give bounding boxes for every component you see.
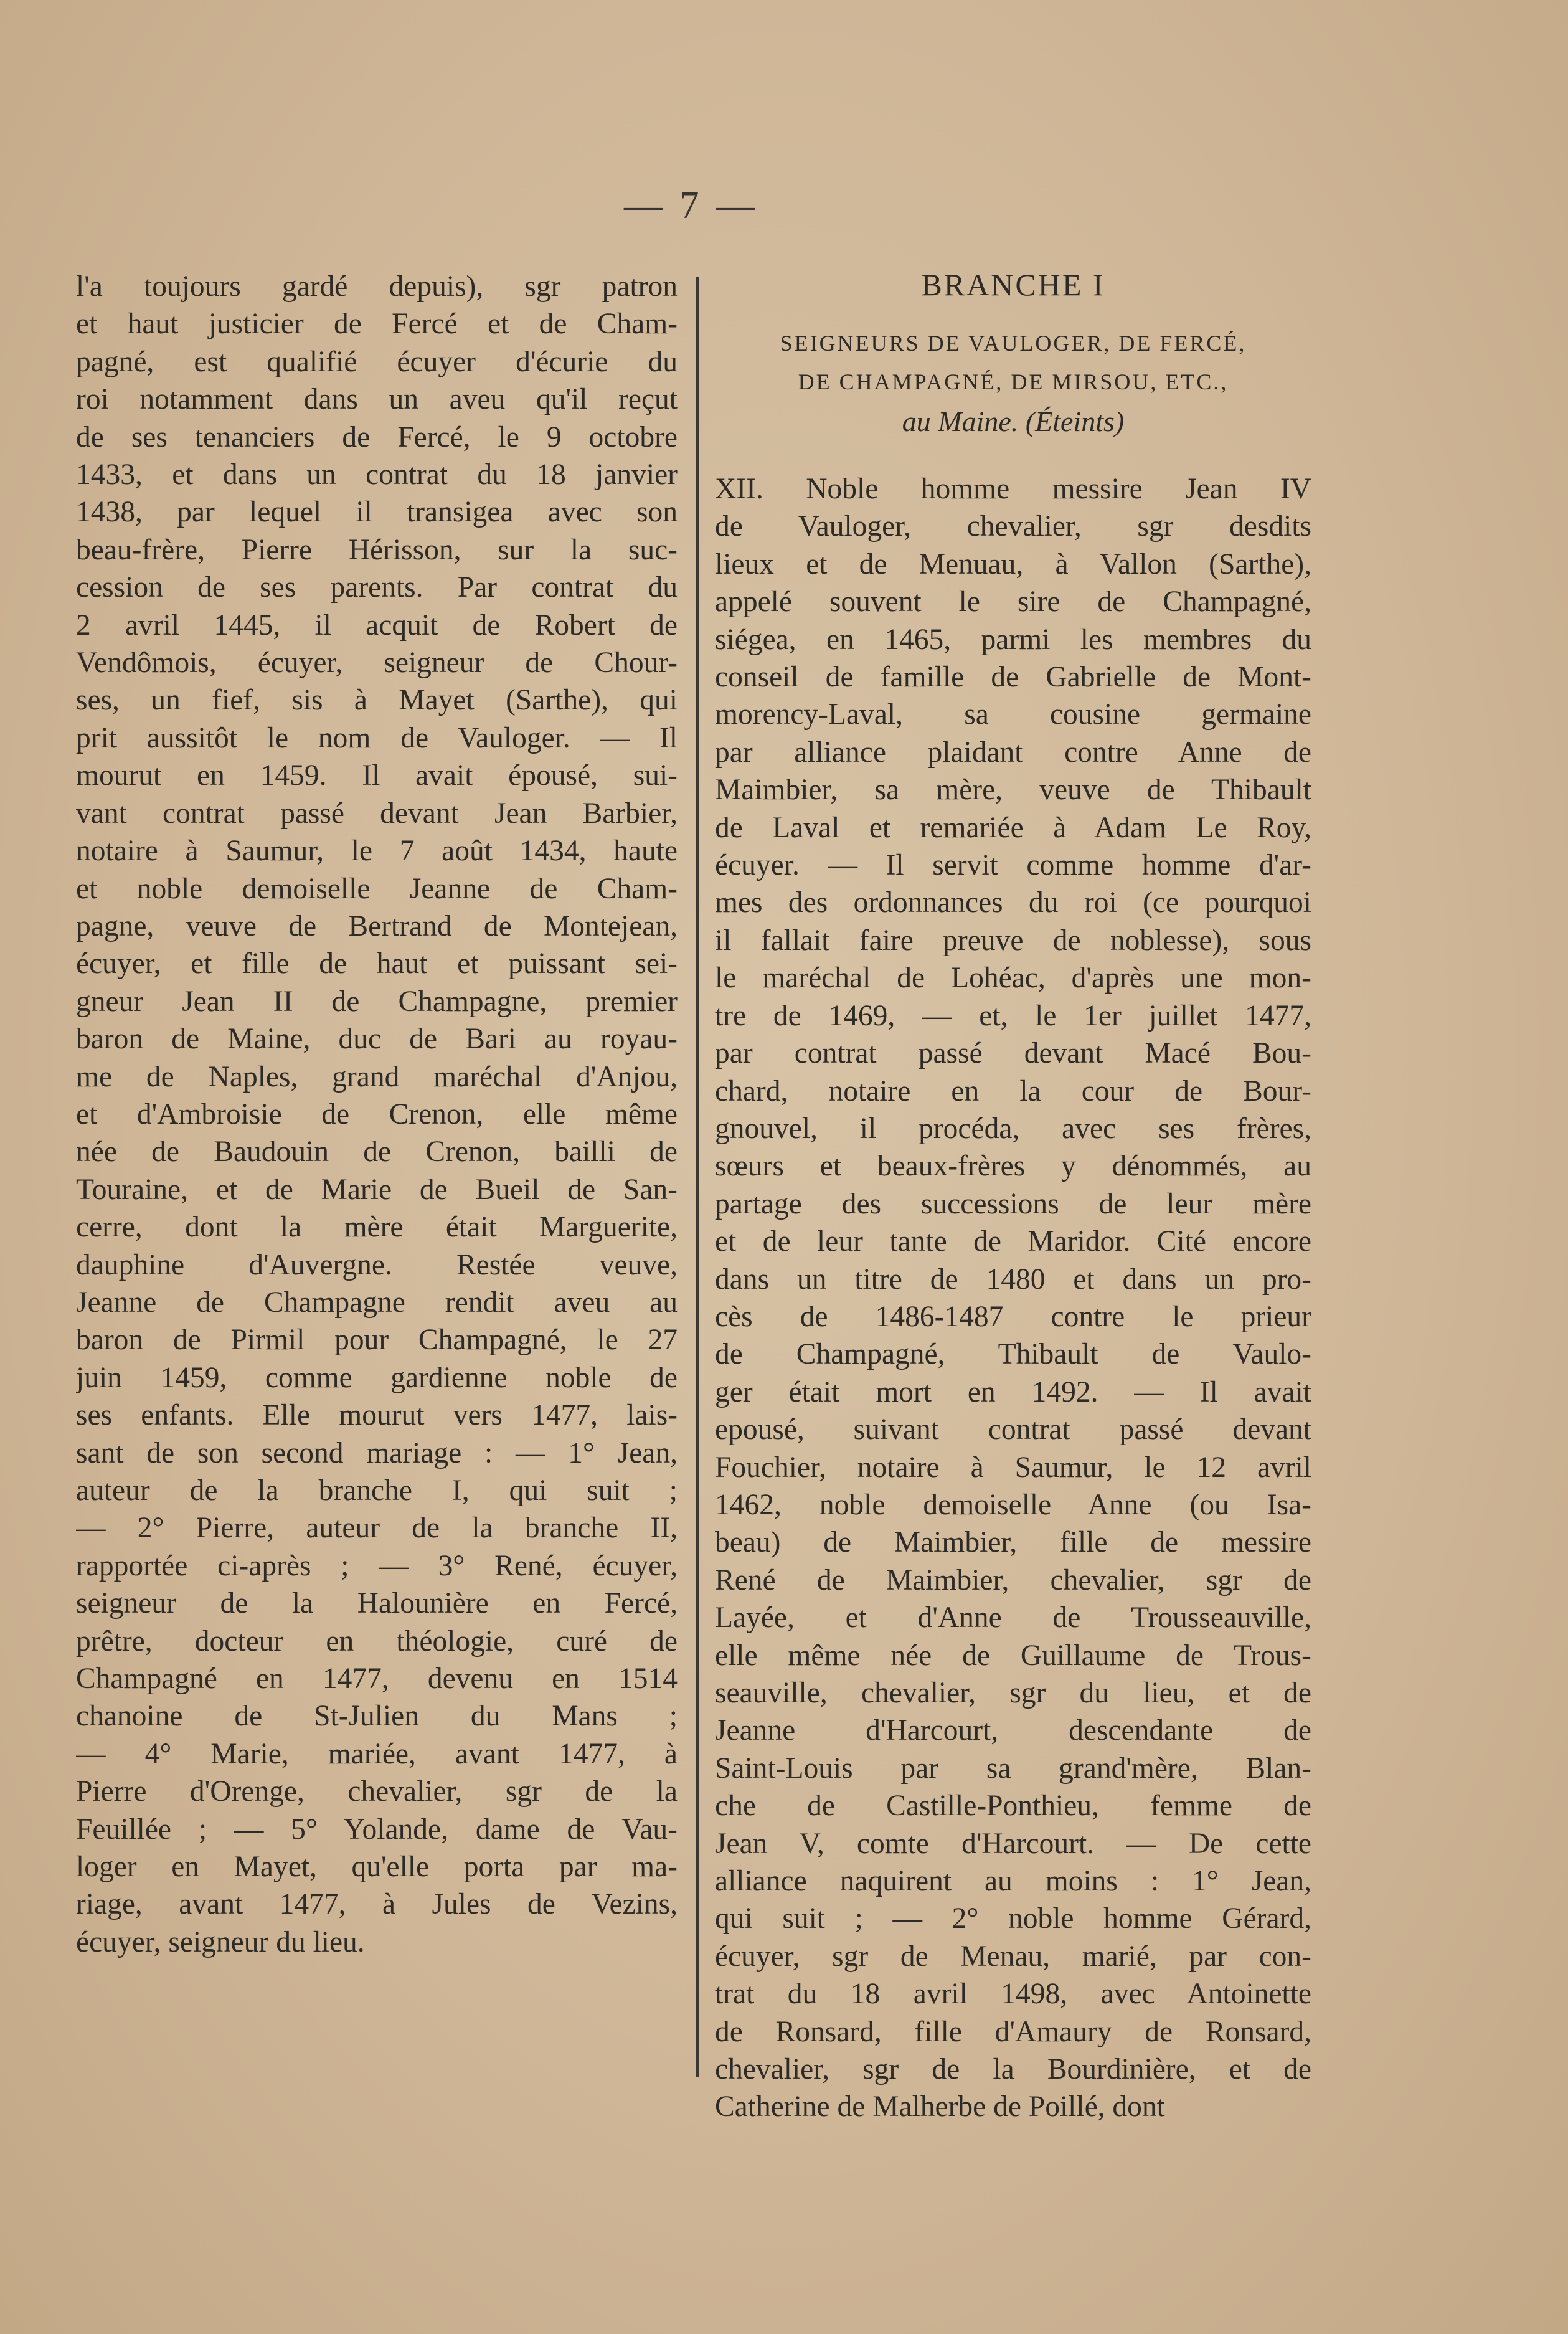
left-column-line: — 2° Pierre, auteur de la branche II, — [76, 1512, 678, 1545]
right-column-line: conseil de famille de Gabrielle de Mont- — [715, 661, 1311, 694]
left-column-line: pagné, est qualifié écuyer d'écurie du — [76, 345, 678, 378]
page-number: — 7 — — [624, 184, 758, 227]
right-column-line: Catherine de Malherbe de Poillé, dont — [715, 2090, 1165, 2123]
right-column-line: le maréchal de Lohéac, d'après une mon- — [715, 962, 1311, 995]
left-column-line: et d'Ambroisie de Crenon, elle même — [76, 1098, 678, 1131]
left-column-line: dauphine d'Auvergne. Restée veuve, — [76, 1248, 678, 1281]
left-column-line: notaire à Saumur, le 7 août 1434, haute — [76, 835, 678, 868]
branch-subtitle-line1: SEIGNEURS DE VAULOGER, DE FERCÉ, — [780, 331, 1247, 356]
right-column-line: par contrat passé devant Macé Bou- — [715, 1037, 1311, 1070]
right-column-line: de Vauloger, chevalier, sgr desdits — [715, 510, 1311, 543]
right-column-line: tre de 1469, — et, le 1er juillet 1477, — [715, 999, 1311, 1032]
right-column-line: Layée, et d'Anne de Trousseauville, — [715, 1601, 1311, 1634]
left-column-line: cession de ses parents. Par contrat du — [76, 571, 678, 604]
right-column-line: écuyer. — Il servit comme homme d'ar- — [715, 849, 1311, 882]
branch-subtitle-line2: DE CHAMPAGNÉ, DE MIRSOU, ETC., — [798, 369, 1229, 394]
right-column-line: ger était mort en 1492. — Il avait — [715, 1375, 1311, 1408]
left-column — [76, 268, 678, 1961]
right-column-line: 1462, noble demoiselle Anne (ou Isa- — [715, 1488, 1311, 1521]
left-column-line: chanoine de St-Julien du Mans ; — [76, 1700, 678, 1733]
right-column-line: il fallait faire preuve de noblesse), sous — [715, 924, 1311, 957]
left-column-line: beau-frère, Pierre Hérisson, sur la suc- — [76, 533, 678, 566]
right-column-line: seauville, chevalier, sgr du lieu, et de — [715, 1677, 1311, 1709]
left-column-line: écuyer, et fille de haut et puissant sei- — [76, 947, 678, 980]
left-column-line: prit aussitôt le nom de Vauloger. — Il — [76, 721, 678, 754]
right-column-line: epousé, suivant contrat passé devant — [715, 1413, 1311, 1446]
right-column-line: siégea, en 1465, parmi les membres du — [715, 623, 1311, 656]
branch-heading: BRANCHE I — [921, 267, 1105, 302]
left-column-line: cerre, dont la mère était Marguerite, — [76, 1211, 678, 1244]
left-column-line: baron de Pirmil pour Champagné, le 27 — [76, 1324, 678, 1357]
right-column-line: chard, notaire en la cour de Bour- — [715, 1074, 1311, 1108]
left-column-line: seigneur de la Halounière en Fercé, — [76, 1587, 678, 1620]
left-column-line: Jeanne de Champagne rendit aveu au — [76, 1286, 678, 1319]
right-column-line: morency-Laval, sa cousine germaine — [715, 698, 1311, 731]
right-column-line: René de Maimbier, chevalier, sgr de — [715, 1563, 1311, 1596]
left-column-line: vant contrat passé devant Jean Barbier, — [76, 797, 678, 830]
left-column-line: née de Baudouin de Crenon, bailli de — [76, 1136, 678, 1169]
left-column-line: Vendômois, écuyer, seigneur de Chour- — [76, 647, 678, 680]
column-divider — [696, 277, 699, 2077]
right-column-line: XII. Noble homme messire Jean IV — [715, 473, 1311, 505]
right-column-line: trat du 18 avril 1498, avec Antoinette — [715, 1978, 1311, 2011]
right-column-line: gnouvel, il procéda, avec ses frères, — [715, 1112, 1311, 1145]
right-column — [715, 470, 1311, 2126]
left-column-line: écuyer, seigneur du lieu. — [76, 1925, 365, 1958]
right-column-line: lieux et de Menuau, à Vallon (Sarthe), — [715, 548, 1311, 581]
left-column-line: auteur de la branche I, qui suit ; — [76, 1474, 678, 1507]
right-column-line: qui suit ; — 2° noble homme Gérard, — [715, 1902, 1311, 1935]
left-column-line: et haut justicier de Fercé et de Cham- — [76, 308, 678, 341]
left-column-line: pagne, veuve de Bertrand de Montejean, — [76, 909, 678, 942]
left-column-line: me de Naples, grand maréchal d'Anjou, — [76, 1060, 678, 1093]
left-column-line: l'a toujours gardé depuis), sgr patron — [76, 270, 678, 303]
right-column-line: Jean V, comte d'Harcourt. — De cette — [715, 1827, 1311, 1860]
left-column-line: roi notamment dans un aveu qu'il reçut — [76, 383, 678, 416]
right-column-line: mes des ordonnances du roi (ce pourquoi — [715, 886, 1311, 919]
left-column-line: rapportée ci-après ; — 3° René, écuyer, — [76, 1549, 678, 1582]
left-column-line: baron de Maine, duc de Bari au royau- — [76, 1023, 678, 1056]
right-column-line: de Champagné, Thibault de Vaulo- — [715, 1338, 1311, 1371]
right-column-line: Saint-Louis par sa grand'mère, Blan- — [715, 1752, 1311, 1785]
left-column-line: juin 1459, comme gardienne noble de — [76, 1361, 678, 1394]
right-column-line: che de Castille-Ponthieu, femme de — [715, 1790, 1311, 1823]
right-column-line: écuyer, sgr de Menau, marié, par con- — [715, 1940, 1311, 1973]
right-column-line: cès de 1486-1487 contre le prieur — [715, 1300, 1311, 1333]
right-column-line: de Laval et remariée à Adam Le Roy, — [715, 811, 1311, 844]
left-column-line: et noble demoiselle Jeanne de Cham- — [76, 872, 678, 905]
left-column-line: — 4° Marie, mariée, avant 1477, à — [76, 1737, 678, 1770]
left-column-line: 1433, et dans un contrat du 18 janvier — [76, 458, 678, 491]
left-column-line: loger en Mayet, qu'elle porta par ma- — [76, 1851, 678, 1884]
left-column-line: ses, un fief, sis à Mayet (Sarthe), qui — [76, 684, 678, 717]
branch-subtitle-line3: au Maine. (Éteints) — [902, 406, 1125, 437]
left-column-line: sant de son second mariage : — 1° Jean, — [76, 1436, 678, 1469]
left-column-line: Champagné en 1477, devenu en 1514 — [76, 1663, 678, 1696]
right-column-line: appelé souvent le sire de Champagné, — [715, 586, 1311, 619]
right-column-line: Maimbier, sa mère, veuve de Thibault — [715, 774, 1311, 807]
right-column-line: par alliance plaidant contre Anne de — [715, 736, 1311, 769]
left-column-line: Feuillée ; — 5° Yolande, dame de Vau- — [76, 1813, 678, 1846]
right-column-line: Fouchier, notaire à Saumur, le 12 avril — [715, 1451, 1311, 1484]
right-column-line: alliance naquirent au moins : 1° Jean, — [715, 1865, 1311, 1898]
left-column-line: gneur Jean II de Champagne, premier — [76, 985, 678, 1018]
left-column-line: 2 avril 1445, il acquit de Robert de — [76, 609, 678, 642]
left-column-line: mourut en 1459. Il avait épousé, sui- — [76, 759, 678, 792]
left-column-line: prêtre, docteur en théologie, curé de — [76, 1625, 678, 1658]
left-column-line: Touraine, et de Marie de Bueil de San- — [76, 1173, 678, 1206]
left-column-line: 1438, par lequel il transigea avec son — [76, 496, 678, 529]
right-column-line: dans un titre de 1480 et dans un pro- — [715, 1263, 1311, 1296]
right-column-line: de Ronsard, fille d'Amaury de Ronsard, — [715, 2015, 1311, 2048]
right-column-line: et de leur tante de Maridor. Cité encore — [715, 1225, 1311, 1258]
left-column-line: riage, avant 1477, à Jules de Vezins, — [76, 1888, 678, 1921]
right-column-line: sœurs et beaux-frères y dénommés, au — [715, 1150, 1311, 1183]
right-column-line: chevalier, sgr de la Bourdinière, et de — [715, 2053, 1311, 2086]
left-column-line: de ses tenanciers de Fercé, le 9 octobre — [76, 420, 678, 453]
right-column-line: elle même née de Guillaume de Trous- — [715, 1639, 1311, 1672]
right-column-line: beau) de Maimbier, fille de messire — [715, 1526, 1311, 1559]
left-column-line: Pierre d'Orenge, chevalier, sgr de la — [76, 1775, 678, 1808]
right-column-line: Jeanne d'Harcourt, descendante de — [715, 1714, 1311, 1747]
right-column-line: partage des successions de leur mère — [715, 1187, 1311, 1220]
left-column-line: ses enfants. Elle mourut vers 1477, lais- — [76, 1399, 678, 1432]
